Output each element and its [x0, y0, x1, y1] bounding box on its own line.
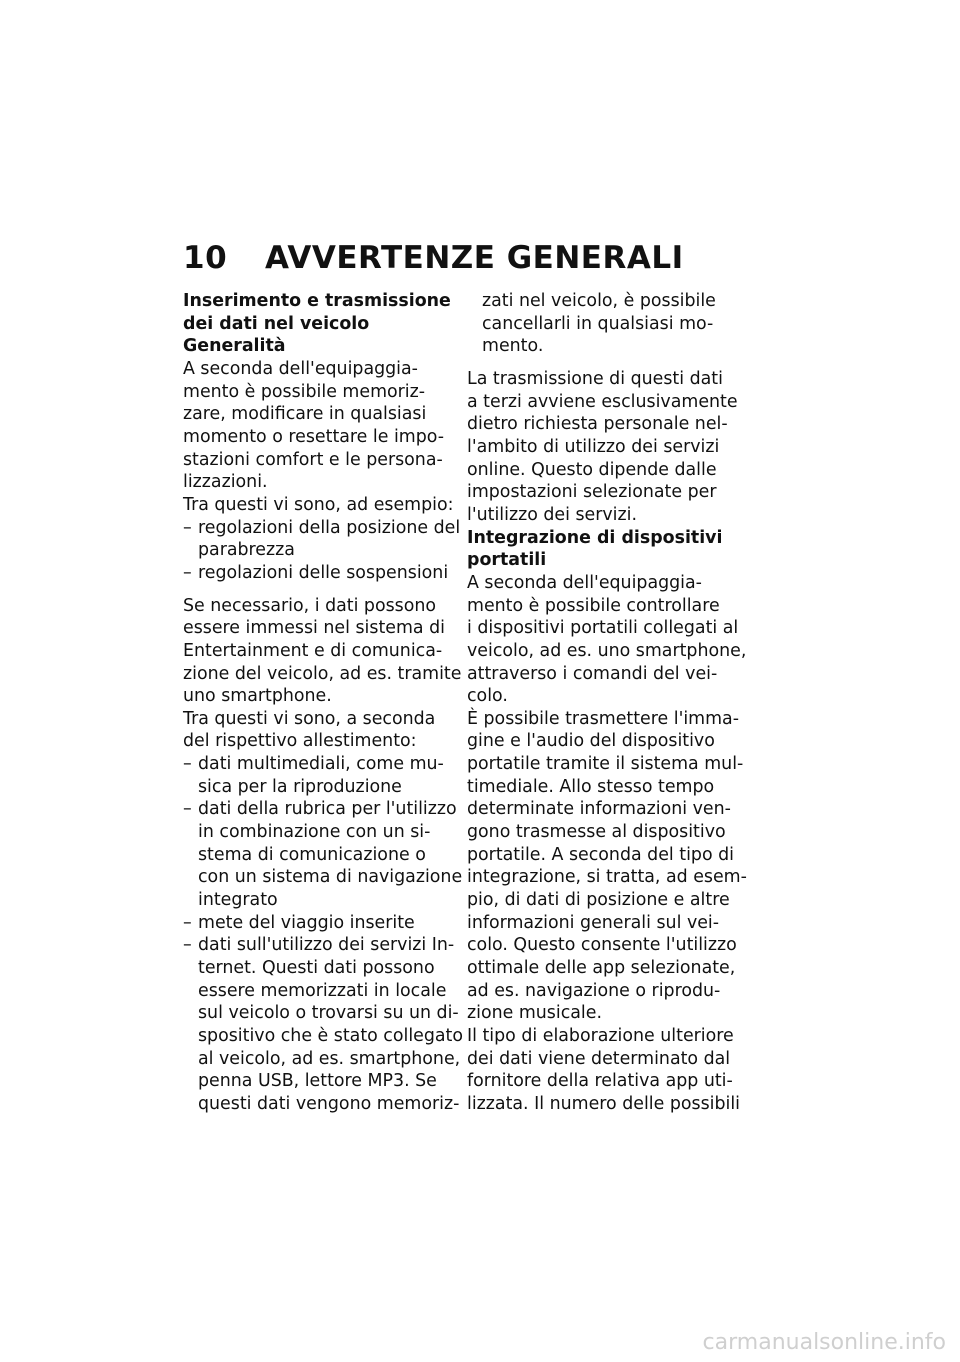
text-line: stazioni comfort e le persona-: [183, 449, 443, 470]
text-line: A seconda dell'equipaggia-: [183, 358, 418, 379]
chapter-title: [183, 238, 684, 278]
text-line: parabrezza: [198, 540, 295, 561]
text-line: veicolo, ad es. uno smartphone,: [467, 640, 747, 661]
list-item: [183, 562, 453, 585]
text-line: dietro richiesta personale nel-: [467, 414, 728, 435]
text-line: mento è possibile memoriz-: [183, 381, 426, 402]
text-line: online. Questo dipende dalle: [467, 459, 717, 480]
text-line: Entertainment e di comunica-: [183, 640, 443, 661]
list-item: [183, 798, 463, 911]
left-column: [183, 290, 464, 1116]
text-line: Il tipo di elaborazione ulteriore: [467, 1026, 734, 1046]
text-line: Tra questi vi sono, a seconda: [183, 708, 436, 729]
list-item: [183, 912, 453, 935]
paragraph: [467, 708, 747, 1025]
text-line: timediale. Allo stesso tempo: [467, 776, 715, 797]
text-line: zati nel veicolo, è possibile: [482, 291, 716, 311]
text-line: essere immessi nel sistema di: [183, 618, 445, 639]
text-line: La trasmissione di questi dati: [467, 368, 723, 389]
heading-line: portatili: [467, 550, 547, 571]
text-line: portatile. A seconda del tipo di: [467, 844, 734, 865]
text-line: ad es. navigazione o riprodu-: [467, 980, 721, 1001]
text-line: attraverso i comandi del vei-: [467, 663, 718, 684]
dash-marker: –: [183, 935, 192, 956]
watermark: carmanualsonline.info: [702, 1330, 946, 1355]
right-column: [467, 290, 747, 1116]
text-line: portatile tramite il sistema mul-: [467, 754, 744, 775]
dash-marker: –: [183, 754, 192, 775]
paragraph: [467, 368, 737, 527]
text-line: mento è possibile controllare: [467, 595, 720, 616]
text-line: ottimale delle app selezionate,: [467, 958, 736, 979]
text-line: sul veicolo o trovarsi su un di-: [198, 1003, 459, 1024]
text-line: momento o resettare le impo-: [183, 426, 445, 447]
text-line: sica per la riproduzione: [198, 776, 402, 797]
text-line: determinate informazioni ven-: [467, 799, 731, 820]
heading-line: dei dati nel veicolo: [183, 313, 370, 334]
text-line: colo.: [467, 686, 508, 707]
dash-marker: –: [183, 912, 192, 933]
text-line: colo. Questo consente l'utilizzo: [467, 935, 737, 956]
text-line: È possibile trasmettere l'imma-: [467, 708, 739, 729]
text-line: i dispositivi portatili collegati al: [467, 618, 739, 639]
text-line: mete del viaggio inserite: [198, 912, 415, 933]
paragraph: [183, 595, 462, 708]
text-line: zione musicale.: [467, 1003, 602, 1024]
text-line: zione del veicolo, ad es. tramite: [183, 663, 462, 684]
text-line: in combinazione con un si-: [198, 822, 431, 843]
paragraph: [183, 708, 453, 753]
text-line: regolazioni delle sospensioni: [198, 562, 449, 583]
text-line: gono trasmesse al dispositivo: [467, 822, 726, 843]
text-line: cancellarli in qualsiasi mo-: [482, 313, 714, 334]
chapter-heading: AVVERTENZE GENERALI: [265, 240, 684, 276]
text-line: informazioni generali sul vei-: [467, 912, 720, 933]
text-line: mento.: [482, 336, 544, 357]
text-line: uno smartphone.: [183, 686, 332, 707]
text-line: con un sistema di navigazione: [198, 867, 463, 888]
text-line: lizzazioni.: [183, 472, 268, 493]
text-line: Tra questi vi sono, ad esempio:: [183, 494, 454, 515]
text-line: dati sull'utilizzo dei servizi In-: [198, 935, 455, 956]
text-line: zare, modificare in qualsiasi: [183, 404, 427, 425]
text-line: dati della rubrica per l'utilizzo: [198, 799, 457, 820]
text-line: stema di comunicazione o: [198, 844, 426, 865]
text-line: pio, di dati di posizione e altre: [467, 890, 730, 911]
paragraph: [183, 358, 453, 494]
section-heading-data-entry: [183, 290, 453, 335]
text-line: fornitore della relativa app uti-: [467, 1071, 733, 1092]
paragraph: [467, 1025, 741, 1116]
text-line: dati multimediali, come mu-: [198, 754, 444, 775]
text-line: lizzata. Il numero delle possibili: [467, 1093, 741, 1114]
list-item: [183, 934, 464, 1115]
heading-line: Integrazione di dispositivi: [467, 527, 723, 548]
dash-marker: –: [183, 517, 192, 538]
list-item-continuation: [467, 290, 737, 358]
subsection-heading-general: Generalità: [183, 336, 286, 357]
heading-line: Inserimento e trasmissione: [183, 291, 451, 311]
text-line: l'utilizzo dei servizi.: [467, 504, 637, 525]
text-line: impostazioni selezionate per: [467, 482, 717, 503]
list-item: [183, 517, 461, 562]
bullet-list: [183, 517, 461, 585]
text-line: regolazioni della posizione del: [198, 517, 461, 538]
text-line: del rispettivo allestimento:: [183, 731, 417, 752]
text-line: l'ambito di utilizzo dei servizi: [467, 436, 720, 457]
chapter-number: 10: [183, 240, 228, 276]
text-line: essere memorizzati in locale: [198, 980, 447, 1001]
text-line: questi dati vengono memoriz-: [198, 1093, 460, 1114]
text-line: dei dati viene determinato dal: [467, 1048, 731, 1069]
section-heading-portable-devices: [467, 527, 737, 572]
paragraph: [467, 572, 747, 708]
bullet-list: [183, 753, 464, 1116]
text-line: Se necessario, i dati possono: [183, 595, 437, 616]
dash-marker: –: [183, 799, 192, 820]
text-line: integrazione, si tratta, ad esem-: [467, 867, 747, 888]
text-line: integrato: [198, 890, 278, 911]
text-line: gine e l'audio del dispositivo: [467, 731, 715, 752]
text-line: ternet. Questi dati possono: [198, 958, 435, 979]
text-line: spositivo che è stato collegato: [198, 1026, 464, 1046]
text-line: penna USB, lettore MP3. Se: [198, 1071, 437, 1092]
text-line: a terzi avviene esclusivamente: [467, 391, 738, 412]
list-item: [183, 753, 453, 798]
text-line: A seconda dell'equipaggia-: [467, 572, 702, 593]
text-line: al veicolo, ad es. smartphone,: [198, 1048, 461, 1069]
dash-marker: –: [183, 562, 192, 583]
